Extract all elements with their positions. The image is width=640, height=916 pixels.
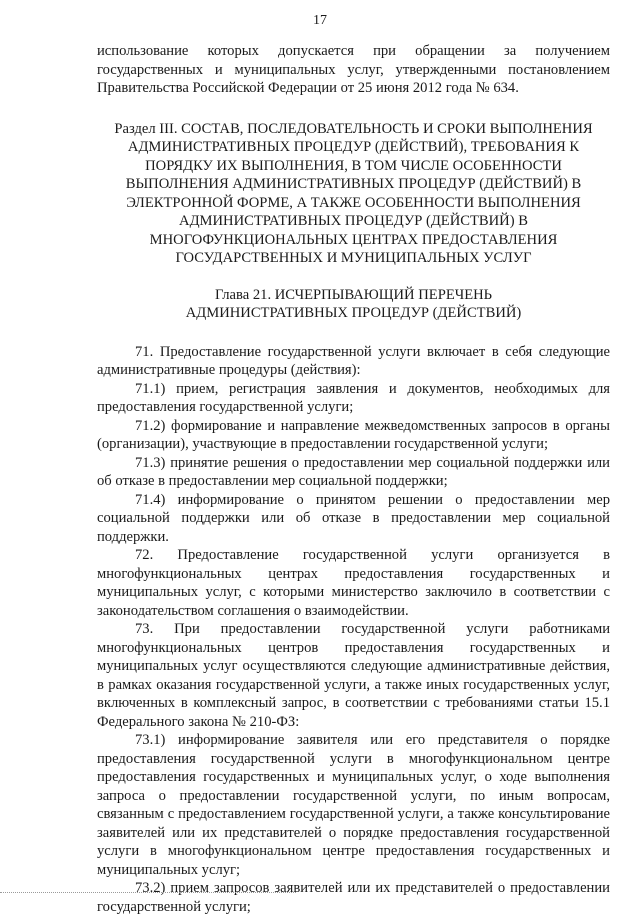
paragraph-71-1: 71.1) прием, регистрация заявления и документов, необходимых для предоставления государственной услуги; [97,380,610,415]
chapter-heading-line-2: АДМИНИСТРАТИВНЫХ ПРОЦЕДУР (ДЕЙСТВИЙ) [185,305,522,321]
chapter-heading [97,286,610,323]
paragraph-71-2: 71.2) формирование и направление межведомственных запросов в органы (организации), участвующие в предоставлении государственной услуги; [97,417,610,452]
paragraph-71-3: 71.3) принятие решения о предоставлении мер социальной поддержки или об отказе в предоставлении мер социальной поддержки; [97,454,610,489]
paragraph-73-2: 73.2) прием запросов заявителей или их представителей о предоставлении государственной услуги; [97,880,610,915]
paragraph-73-1: 73.1) информирование заявителя или его представителя о порядке предоставления государственной услуги в многофункциональном центре предоставления государственных и муниципальных услуг, о ходе выполнения запроса о предоставлении государственной услуги, по иным вопросам, связанным с предоставлением государственной услуги, а также консультирование заявителей или их представителей о порядке предоставления государственной услуги в многофункциональном центре предоставления государственных и муниципальных услуг; [97,732,610,878]
paragraph-71: 71. Предоставление государственной услуги включает в себя следующие административные процедуры (действия): [97,343,610,378]
page-content [97,42,610,916]
chapter-heading-line-1: Глава 21. ИСЧЕРПЫВАЮЩИЙ ПЕРЕЧЕНЬ [214,286,493,303]
intro-paragraph: использование которых допускается при обращении за получением государственных и муниципальных услуг, утвержденными постановлением Правительства Российской Федерации от 25 июня 2012 года № 634. [97,43,610,96]
footer-divider [0,892,296,893]
section-heading: Раздел III. СОСТАВ, ПОСЛЕДОВАТЕЛЬНОСТЬ И СРОКИ ВЫПОЛНЕНИЯ АДМИНИСТРАТИВНЫХ ПРОЦЕДУР (ДЕЙСТВИЙ), ТРЕБОВАНИЯ К ПОРЯДКУ ИХ ВЫПОЛНЕНИЯ, В ТОМ ЧИСЛЕ ОСОБЕННОСТИ ВЫПОЛНЕНИЯ АДМИНИСТРАТИВНЫХ ПРОЦЕДУР (ДЕЙСТВИЙ) В ЭЛЕКТРОННОЙ ФОРМЕ, А ТАКЖЕ ОСОБЕННОСТИ ВЫПОЛНЕНИЯ АДМИНИСТРАТИВНЫХ ПРОЦЕДУР (ДЕЙСТВИЙ) В МНОГОФУНКЦИОНАЛЬНЫХ ЦЕНТРАХ ПРЕДОСТАВЛЕНИЯ ГОСУДАРСТВЕННЫХ И МУНИЦИПАЛЬНЫХ УСЛУГ [114,120,593,266]
paragraph-71-4: 71.4) информирование о принятом решении о предоставлении мер социальной поддержки или об отказе в предоставлении мер социальной поддержки. [97,491,610,545]
paragraph-72: 72. Предоставление государственной услуги организуется в многофункциональных центрах предоставления государственных и муниципальных услуг, с которыми министерство заключило в соответствии с законодательством соглашения о взаимодействии. [97,547,610,619]
paragraph-73: 73. При предоставлении государственной услуги работниками многофункциональных центров предоставления государственных и муниципальных услуг осуществляются следующие административные действия, в рамках оказания государственной услуги, а также иных государственных услуг, включенных в комплексный запрос, в соответствии с требованиями статьи 15.1 Федерального закона № 210-ФЗ: [97,621,610,730]
page-number: 17 [313,13,327,28]
